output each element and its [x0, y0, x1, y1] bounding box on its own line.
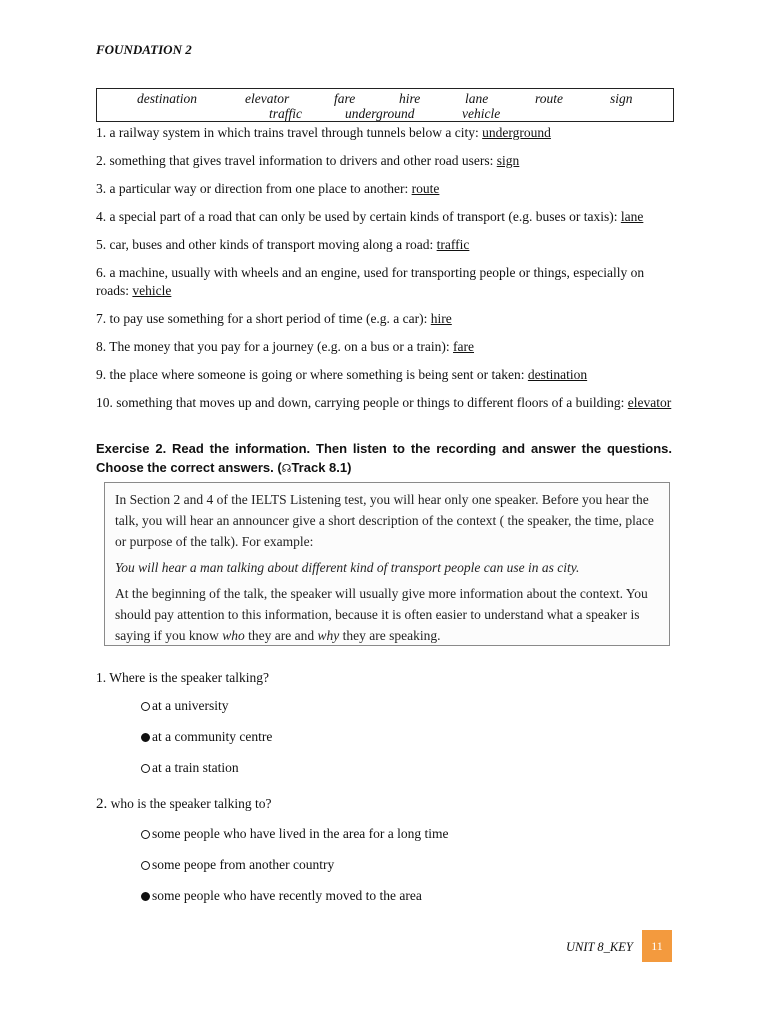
word-bank-item: sign [610, 91, 633, 106]
radio-filled-icon [141, 733, 150, 742]
headphone-icon: ☊ [281, 463, 292, 475]
definition-answer: vehicle [132, 283, 172, 298]
info-example: You will hear a man talking about different kind of transport people can use in as city. [115, 560, 580, 575]
info-paragraph: In Section 2 and 4 of the IELTS Listening test, you will hear only one speaker. Before you hear the talk, you will hear an announcer give a short description of the context ( the speaker, the time, place or purpose of the talk). For example: [115, 492, 654, 549]
definition-item: 8. The money that you pay for a journey (e.g. on a bus or a train): fare [96, 339, 475, 354]
word-bank-item: route [535, 91, 563, 106]
word-bank-item: lane [465, 91, 489, 106]
definition-item: 6. a machine, usually with wheels and an engine, used for transporting people or things, especially on roads: vehicle [96, 265, 645, 298]
word-bank-item: underground [345, 106, 415, 121]
definition-answer: traffic [436, 237, 470, 252]
info-box [104, 482, 670, 646]
word-bank-item: vehicle [462, 106, 501, 121]
radio-filled-icon [141, 892, 150, 901]
definition-answer: sign [496, 153, 520, 168]
definition-answer: fare [453, 339, 475, 354]
option-radio[interactable] [141, 888, 422, 904]
radio-empty-icon [141, 702, 150, 711]
option-radio[interactable] [141, 826, 449, 842]
option-radio[interactable] [141, 857, 334, 873]
definition-item: 7. to pay use something for a short period of time (e.g. a car): hire [96, 311, 452, 326]
word-bank-item: hire [399, 91, 421, 106]
definition-answer: hire [430, 311, 452, 326]
option-radio[interactable] [141, 729, 272, 745]
definition-item: 2. something that gives travel information to drivers and other road users: sign [96, 153, 520, 168]
definition-item: 5. car, buses and other kinds of transport moving along a road: traffic [96, 237, 470, 252]
definition-item: 1. a railway system in which trains travel through tunnels below a city: underground [96, 125, 551, 140]
definition-answer: destination [527, 367, 588, 382]
info-paragraph: At the beginning of the talk, the speaker will usually give more information about the context. You should pay attention to this information, because it is often easier to understand what a speaker is saying if you know who they are and why they are speaking. [115, 586, 648, 643]
header-title: FOUNDATION 2 [96, 42, 192, 57]
option-label: at a university [152, 698, 229, 713]
definition-item: 10. something that moves up and down, carrying people or things to different floors of a building: elevator [96, 395, 672, 410]
option-label: at a community centre [152, 729, 273, 744]
word-bank-item: traffic [269, 106, 302, 121]
definition-item: 3. a particular way or direction from one place to another: route [96, 181, 440, 196]
question-1: 1. Where is the speaker talking? [96, 670, 269, 685]
option-label: some peope from another country [152, 857, 335, 872]
word-bank-item: elevator [245, 91, 290, 106]
question-2: 2. who is the speaker talking to? [96, 796, 272, 812]
exercise-2-instructions: Exercise 2. Read the information. Then listen to the recording and answer the questions. Choose the correct answers. (☊Track 8.1) [96, 441, 672, 475]
word-bank-item: destination [137, 91, 197, 106]
definition-answer: underground [482, 125, 551, 140]
radio-empty-icon [141, 861, 150, 870]
radio-empty-icon [141, 830, 150, 839]
word-bank-item: fare [334, 91, 356, 106]
option-label: at a train station [152, 760, 239, 775]
definition-answer: lane [620, 209, 644, 224]
option-radio[interactable] [141, 760, 239, 776]
footer-unit-label: UNIT 8_KEY [566, 940, 633, 954]
definition-answer: route [411, 181, 440, 196]
option-label: some people who have recently moved to the area [152, 888, 422, 903]
option-label: some people who have lived in the area for a long time [152, 826, 449, 841]
definition-item: 9. the place where someone is going or where something is being sent or taken: destination [96, 367, 588, 382]
definition-item: 4. a special part of a road that can only be used by certain kinds of transport (e.g. buses or taxis): lane [96, 209, 644, 224]
radio-empty-icon [141, 764, 150, 773]
definition-answer: elevator [627, 395, 672, 410]
page-number-badge: 11 [642, 930, 672, 962]
word-bank-box [96, 88, 674, 122]
option-radio[interactable] [141, 698, 228, 714]
